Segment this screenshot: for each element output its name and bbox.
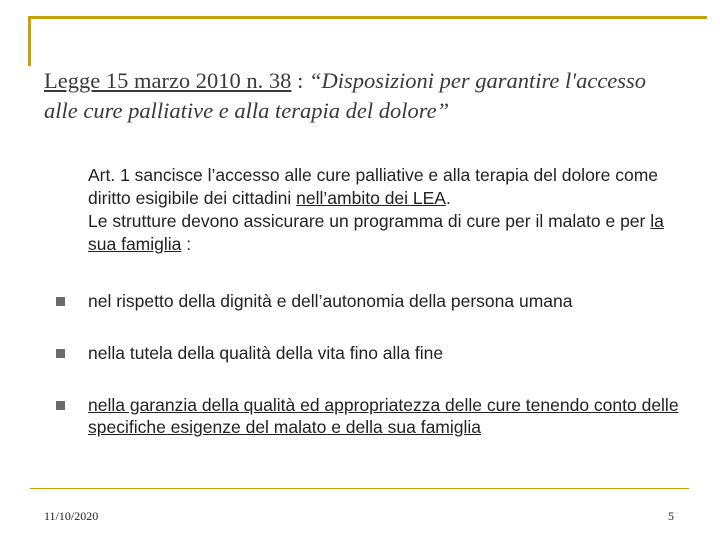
law-reference: Legge 15 marzo 2010 n. 38 [44,68,292,93]
intro-structures-text: Le strutture devono assicurare un programma di cure per il malato e per [88,211,651,231]
bullet-list [54,288,694,438]
intro-paragraph-structures [88,210,678,256]
frame-top-rule [28,16,707,19]
page-number: 5 [668,509,674,523]
law-title-quote: “Disposizioni per garantire l'accesso alle cure palliative e alla terapia del dolore” [44,68,647,123]
list-item [54,342,694,364]
square-bullet-icon [56,349,65,358]
intro-article-emphasis: nell’ambito dei LEA [296,188,446,208]
intro-article-text: Art. 1 sancisce l’accesso alle cure palliative e alla terapia del dolore come diritto esigibile dei cittadini [88,165,659,208]
bullet-text: nel rispetto della dignità e dell’autonomia della persona umana [88,291,573,311]
footer-rule [30,488,689,489]
title-separator: : [291,68,309,93]
bullet-text: nella garanzia della qualità ed appropriatezza delle cure tenendo conto delle specifiche esigenze del malato e della sua famiglia [88,395,679,437]
footer-date: 11/10/2020 [44,509,99,523]
list-item [54,394,694,438]
list-item [54,290,694,312]
intro-article-end: . [445,188,451,208]
square-bullet-icon [56,297,65,306]
bullet-text: nella tutela della qualità della vita fino alla fine [88,343,444,363]
frame-left-rule [28,16,31,66]
intro-paragraph-article [88,164,678,210]
intro-structures-emphasis: la sua famiglia [88,211,664,254]
intro-text [88,164,678,256]
square-bullet-icon [56,401,65,410]
slide-title [44,66,684,126]
intro-structures-end: : [181,234,192,254]
